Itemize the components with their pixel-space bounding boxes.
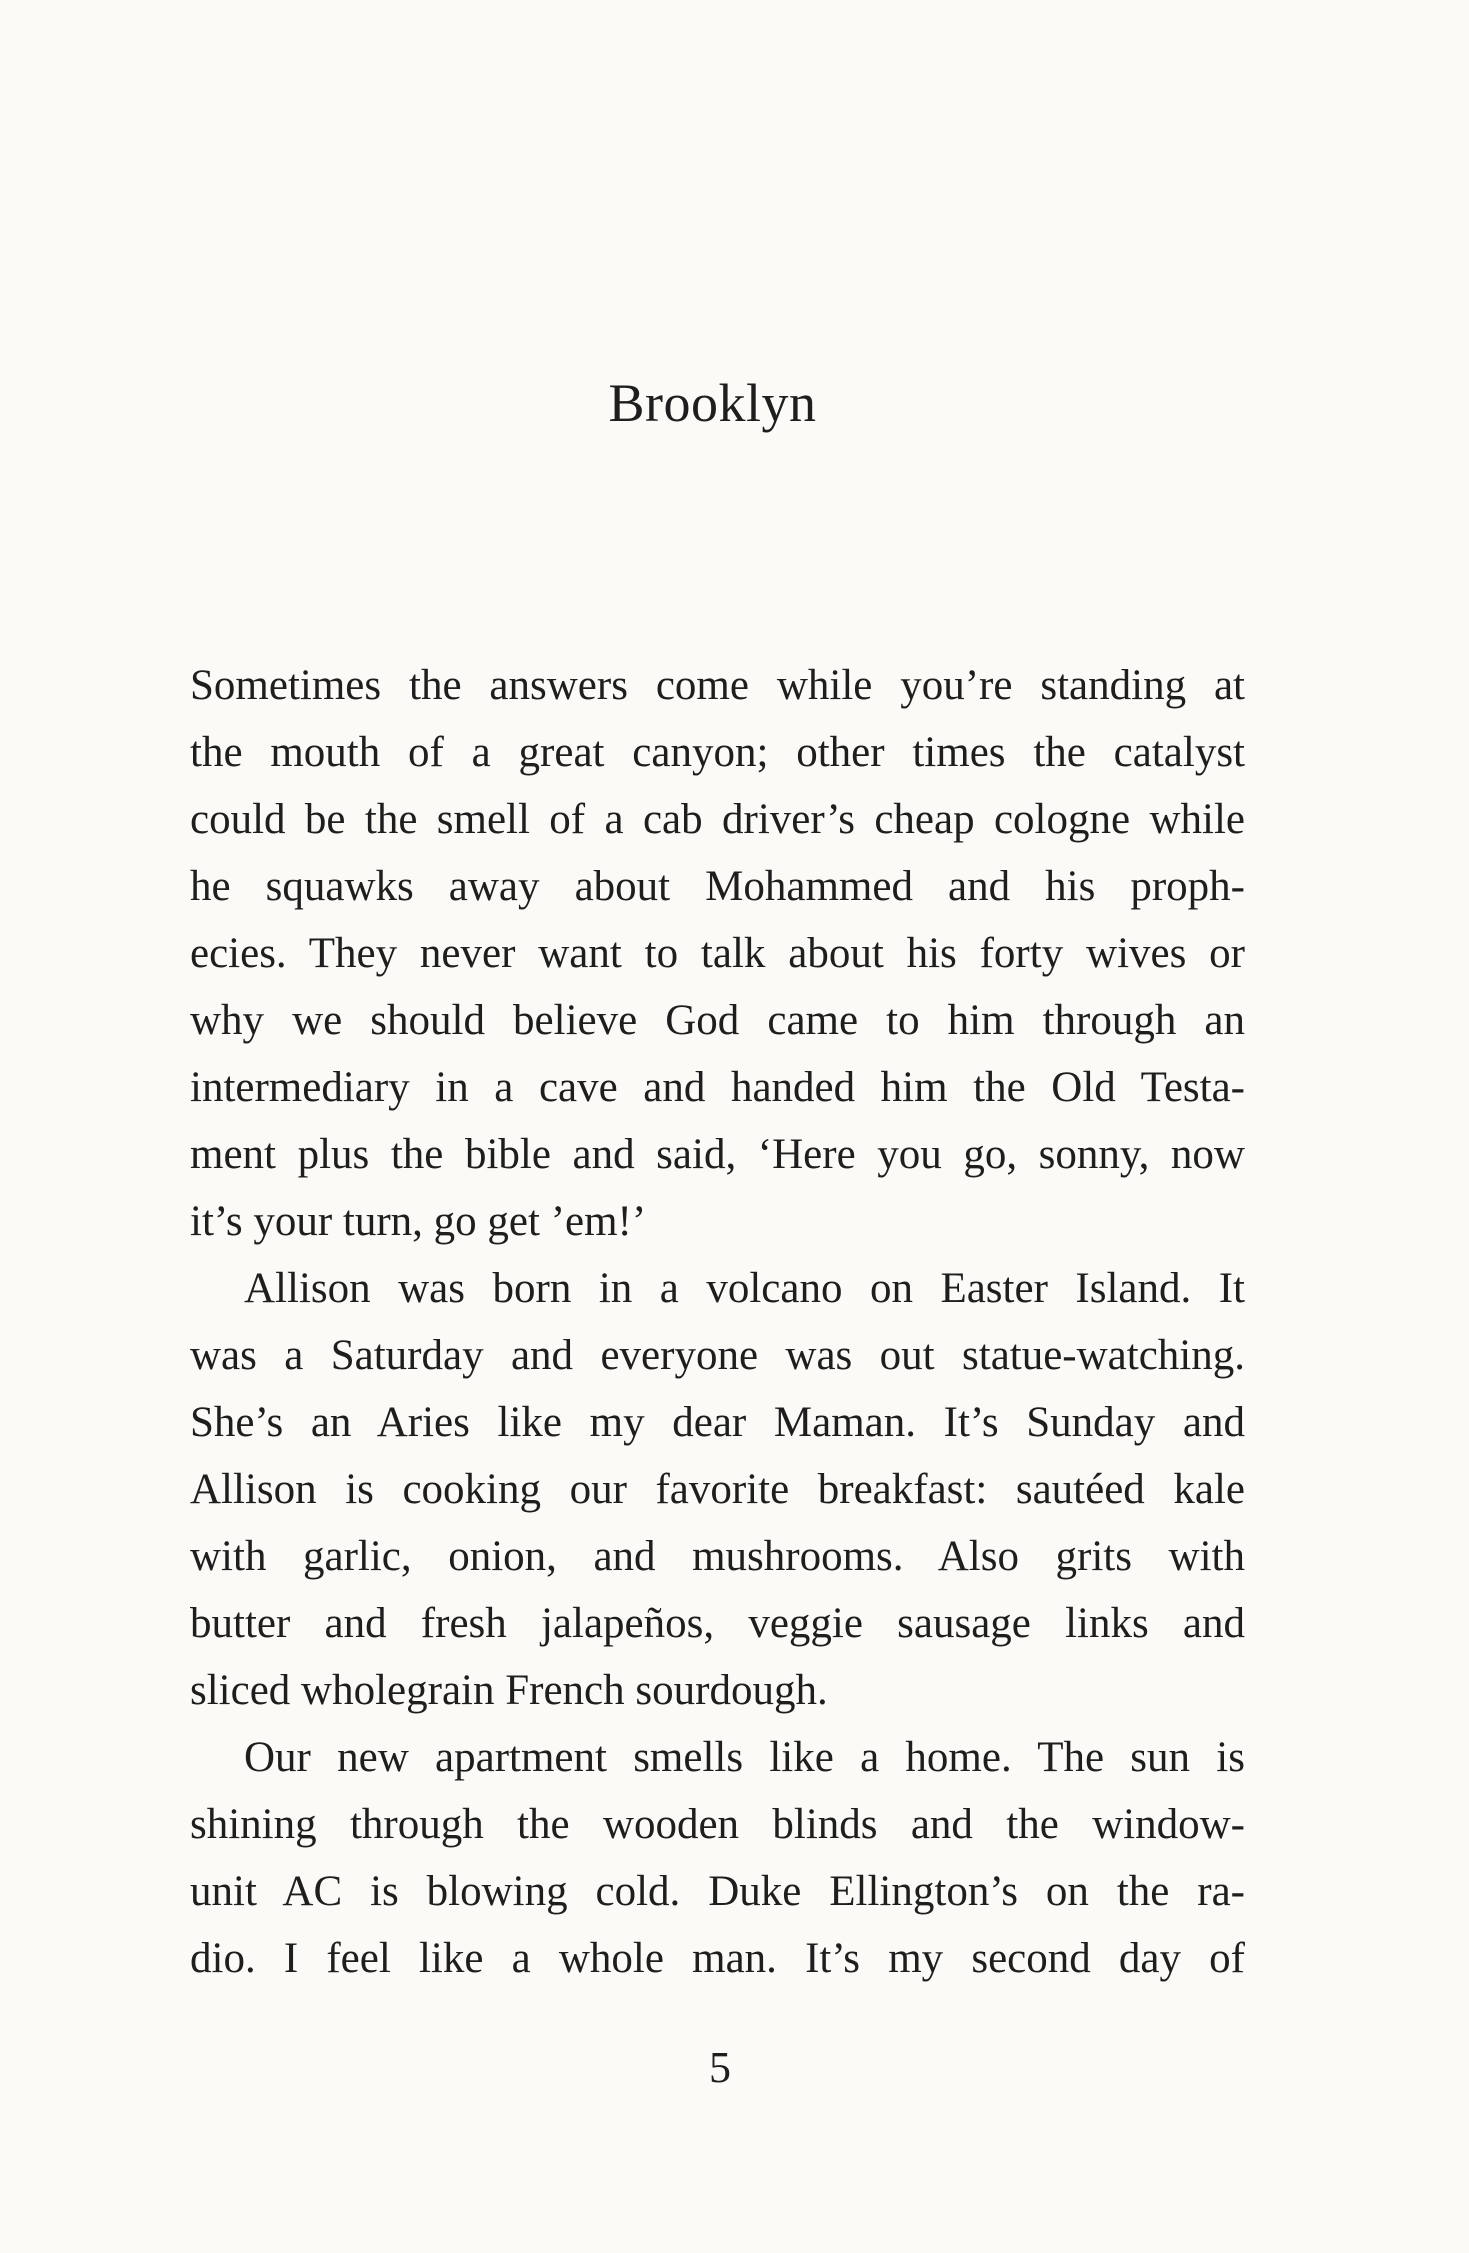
text-line: he squawks away about Mohammed and his proph- bbox=[190, 863, 1245, 910]
text-line: ecies. They never want to talk about his forty wives or bbox=[190, 930, 1245, 977]
text-line: sliced wholegrain French sourdough. bbox=[190, 1667, 828, 1714]
text-line: Allison was born in a volcano on Easter Island. It bbox=[244, 1265, 1245, 1312]
text-line: dio. I feel like a whole man. It’s my second day of bbox=[190, 1935, 1245, 1982]
text-line: She’s an Aries like my dear Maman. It’s Sunday and bbox=[190, 1399, 1245, 1446]
text-line: butter and fresh jalapeños, veggie sausage links and bbox=[190, 1600, 1245, 1647]
text-line: ment plus the bible and said, ‘Here you go, sonny, now bbox=[190, 1131, 1245, 1178]
text-line: was a Saturday and everyone was out statue-watching. bbox=[190, 1332, 1245, 1379]
chapter-title: Brooklyn bbox=[608, 373, 817, 433]
text-line: shining through the wooden blinds and the window- bbox=[190, 1801, 1245, 1848]
text-line: intermediary in a cave and handed him the Old Testa- bbox=[190, 1064, 1245, 1111]
text-line: it’s your turn, go get ’em!’ bbox=[190, 1198, 647, 1245]
text-line: Allison is cooking our favorite breakfast: sautéed kale bbox=[190, 1466, 1245, 1513]
text-line: with garlic, onion, and mushrooms. Also grits with bbox=[190, 1533, 1245, 1580]
text-line: the mouth of a great canyon; other times the catalyst bbox=[190, 729, 1245, 776]
text-line: Our new apartment smells like a home. The sun is bbox=[244, 1734, 1245, 1781]
page-number: 5 bbox=[709, 2043, 731, 2092]
text-line: why we should believe God came to him through an bbox=[190, 997, 1245, 1044]
text-line: Sometimes the answers come while you’re standing at bbox=[190, 662, 1245, 709]
text-line: could be the smell of a cab driver’s cheap cologne while bbox=[190, 796, 1245, 843]
text-line: unit AC is blowing cold. Duke Ellington’s on the ra- bbox=[190, 1868, 1245, 1915]
